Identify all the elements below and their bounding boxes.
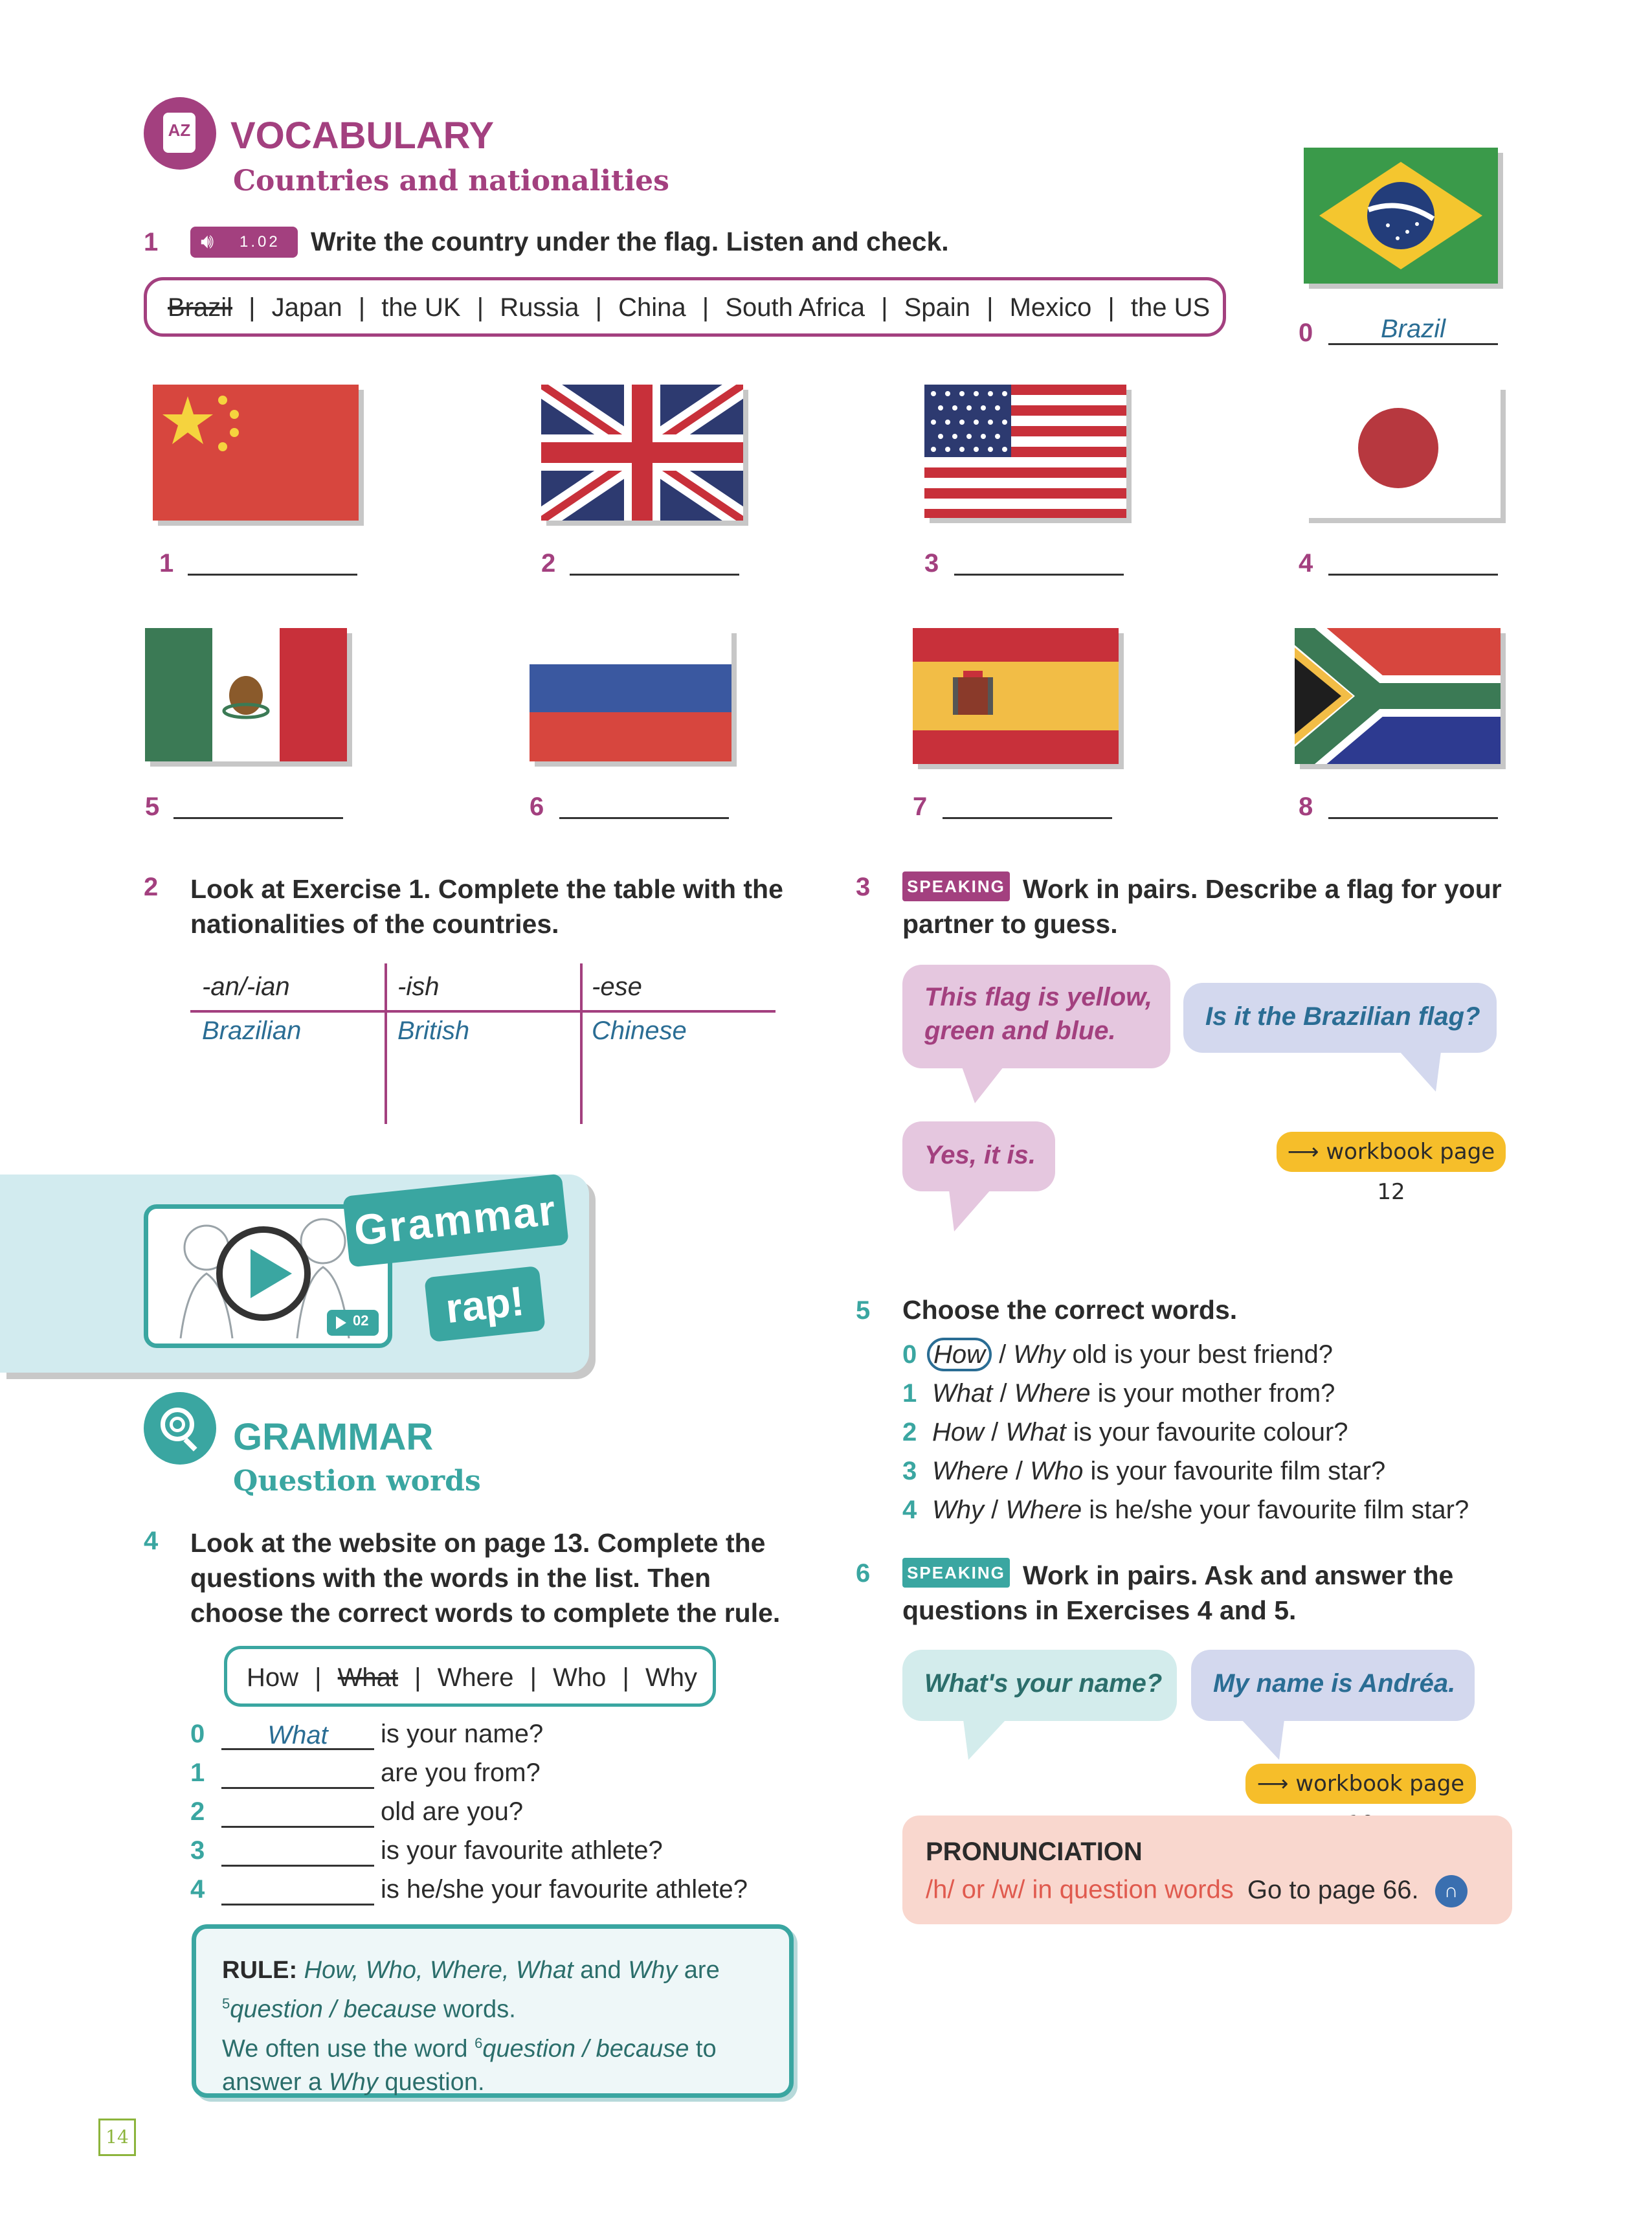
- item-6-answer-line[interactable]: [559, 817, 729, 819]
- vocabulary-subheading: Countries and nationalities: [233, 164, 669, 197]
- speech-bubble-answer: Yes, it is.: [902, 1121, 1055, 1191]
- speaking-badge-6: SPEAKING: [902, 1558, 1010, 1588]
- vocabulary-heading: VOCABULARY: [230, 115, 495, 157]
- exercise-2-number: 2: [144, 873, 159, 901]
- pronunciation-goto[interactable]: Go to page 66.: [1247, 1875, 1419, 1904]
- item-1-number: 1: [159, 549, 174, 578]
- pronunciation-title: PRONUNCIATION: [926, 1838, 1143, 1866]
- vocabulary-icon: [144, 97, 216, 170]
- item-3-answer-line[interactable]: [954, 574, 1124, 576]
- item-4-number: 4: [1299, 549, 1313, 578]
- word-us: the US: [1130, 293, 1211, 322]
- arrow-right-icon: ⟶: [1287, 1139, 1319, 1165]
- flag-mexico: [145, 628, 347, 761]
- ex5-item-4: 4 Why / Where is he/she your favourite film star?: [902, 1496, 1469, 1524]
- word-uk: the UK: [381, 293, 461, 322]
- speech-bubble-guess: Is it the Brazilian flag?: [1183, 983, 1497, 1053]
- table-cell-british: British: [397, 1017, 470, 1045]
- q3-number: 3: [190, 1836, 205, 1865]
- exercise-3-number: 3: [856, 873, 871, 901]
- word-brazil: Brazil: [168, 293, 233, 322]
- item-7-answer-line[interactable]: [943, 817, 1112, 819]
- q3-text: is your favourite athlete?: [381, 1836, 663, 1865]
- exercise-1-instruction: Write the country under the flag. Listen and check.: [311, 227, 949, 256]
- exercise-2-instruction: Look at Exercise 1. Complete the table with the nationalities of the countries.: [190, 874, 783, 939]
- q0-text: is your name?: [381, 1720, 544, 1748]
- speaker-icon: 🔊︎: [201, 229, 214, 253]
- grammar-subheading: Question words: [233, 1465, 481, 1498]
- item-6-number: 6: [530, 793, 544, 821]
- nationalities-table: [190, 963, 776, 1124]
- table-header-ish: -ish: [397, 972, 440, 1001]
- word-box: Brazil | Japan | the UK | Russia | China | South Africa | Spain | Mexico | the US: [144, 277, 1226, 337]
- rule-label: RULE:: [222, 1957, 298, 1984]
- pronunciation-topic: /h/ or /w/ in question words: [926, 1875, 1234, 1904]
- item-4-answer-line[interactable]: [1328, 574, 1498, 576]
- speech-bubble-question: What's your name?: [902, 1650, 1177, 1721]
- item-8-number: 8: [1299, 793, 1313, 821]
- page-number: 14: [98, 2119, 136, 2156]
- item-0-number: 0: [1299, 319, 1313, 347]
- item-2-answer-line[interactable]: [570, 574, 739, 576]
- rule-choice-5[interactable]: question / because: [230, 1996, 437, 2023]
- speech-bubble-flag-description: This flag is yellow, green and blue.: [902, 965, 1170, 1068]
- item-5-number: 5: [145, 793, 160, 821]
- rule-box: RULE: How, Who, Where, What and Why are $^5$question / because words. We often use the word $^6$question / because to answer a Why question.: [192, 1924, 794, 2098]
- item-5-answer-line[interactable]: [173, 817, 343, 819]
- flag-china: [153, 385, 359, 521]
- item-7-number: 7: [913, 793, 928, 821]
- flag-spain: [913, 628, 1119, 764]
- workbook-link-page-12[interactable]: ⟶ workbook page 12: [1277, 1132, 1506, 1172]
- workbook-link-page-10[interactable]: ⟶ workbook page: [1245, 1764, 1476, 1804]
- item-0-answer: Brazil: [1380, 315, 1446, 343]
- grammar-heading: GRAMMAR: [233, 1416, 434, 1458]
- rule-choice-6[interactable]: question / because: [482, 2035, 689, 2063]
- word-china: China: [618, 293, 686, 322]
- ex5-item-0: 0 How / Why old is your best friend?: [902, 1340, 1333, 1369]
- choice-how-circled[interactable]: How: [927, 1338, 992, 1371]
- question-word-box: How | What | Where | Who | Why: [224, 1646, 716, 1707]
- table-header-ese: -ese: [592, 972, 642, 1001]
- ex5-item-2: 2 How / What is your favourite colour?: [902, 1418, 1348, 1446]
- word-russia: Russia: [500, 293, 579, 322]
- word-japan: Japan: [271, 293, 342, 322]
- word-mexico: Mexico: [1009, 293, 1092, 322]
- headphones-icon[interactable]: ∩: [1435, 1875, 1468, 1907]
- word-how: How: [247, 1663, 299, 1692]
- exercise-6-instruction: Work in pairs. Ask and answer the questions in Exercises 4 and 5.: [902, 1560, 1454, 1625]
- item-2-number: 2: [541, 549, 556, 578]
- speaking-badge: SPEAKING: [902, 871, 1010, 901]
- table-cell-brazilian: Brazilian: [202, 1017, 302, 1045]
- grammar-rap-title: Grammar: [342, 1174, 569, 1268]
- item-8-answer-line[interactable]: [1328, 817, 1498, 819]
- item-3-number: 3: [924, 549, 939, 578]
- video-number: 02: [353, 1312, 369, 1329]
- exercise-5-instruction: Choose the correct words.: [902, 1295, 1238, 1325]
- arrow-right-icon: ⟶: [1256, 1771, 1289, 1797]
- audio-track-badge[interactable]: [190, 227, 298, 258]
- word-spain: Spain: [904, 293, 970, 322]
- audio-track-number: 1.02: [240, 233, 280, 251]
- word-why: Why: [645, 1663, 698, 1692]
- speech-bubble-name: My name is Andréa.: [1191, 1650, 1475, 1721]
- grammar-icon: [144, 1392, 216, 1465]
- flag-south-africa: [1295, 628, 1501, 764]
- word-south-africa: South Africa: [725, 293, 865, 322]
- q2-number: 2: [190, 1797, 205, 1826]
- q0-answer: What: [267, 1721, 328, 1749]
- q1-answer-line[interactable]: [221, 1787, 374, 1789]
- pronunciation-box: [902, 1816, 1512, 1924]
- q2-text: old are you?: [381, 1797, 524, 1826]
- table-header-an-ian: -an/-ian: [202, 972, 290, 1001]
- exercise-4-number: 4: [144, 1527, 159, 1555]
- grammar-rap-subtitle: rap!: [424, 1266, 545, 1342]
- ex5-item-3: 3 Where / Who is your favourite film star?: [902, 1457, 1386, 1485]
- item-1-answer-line[interactable]: [188, 574, 357, 576]
- q2-answer-line[interactable]: [221, 1826, 374, 1828]
- q1-number: 1: [190, 1759, 205, 1787]
- exercise-3-instruction: Work in pairs. Describe a flag for your partner to guess.: [902, 874, 1502, 939]
- exercise-4-instruction: Look at the website on page 13. Complete the questions with the words in the list. Then choose the correct words to complete the rule.: [190, 1528, 781, 1628]
- exercise-5-number: 5: [856, 1296, 871, 1325]
- q4-answer-line[interactable]: [221, 1904, 374, 1906]
- flag-brazil: [1304, 148, 1498, 284]
- vocabulary-icon-label: AZ: [168, 120, 191, 140]
- flag-uk: [541, 385, 743, 521]
- q4-text: is he/she your favourite athlete?: [381, 1875, 748, 1904]
- ex5-item-1: 1 What / Where is your mother from?: [902, 1379, 1335, 1408]
- q4-number: 4: [190, 1875, 205, 1904]
- word-who: Who: [553, 1663, 607, 1692]
- flag-japan: [1304, 385, 1501, 518]
- choice-why[interactable]: Why: [1013, 1340, 1066, 1369]
- flag-russia: [530, 628, 731, 761]
- exercise-6-number: 6: [856, 1559, 871, 1588]
- flag-us: [924, 385, 1126, 518]
- q3-answer-line[interactable]: [221, 1865, 374, 1867]
- q0-number: 0: [190, 1720, 205, 1748]
- table-cell-chinese: Chinese: [592, 1017, 687, 1045]
- word-where: Where: [437, 1663, 514, 1692]
- q1-text: are you from?: [381, 1759, 541, 1787]
- exercise-1-number: 1: [144, 228, 159, 256]
- word-what: What: [337, 1663, 399, 1692]
